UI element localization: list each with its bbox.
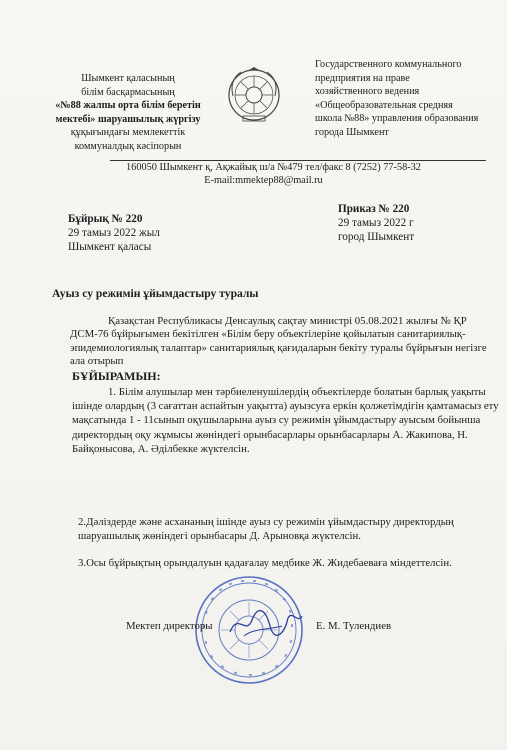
order-city: город Шымкент [338,231,415,243]
signature-name: Е. М. Тулендиев [316,620,392,632]
order-item-2: 2.Дәліздерде және асхананың ішінде ауыз су режимін ұйымдастыру директордың шаруашылық жөніндегі орынбасары Д. Арыновқа жүктелсін. [78,516,454,543]
document-title: Ауыз су режимін ұйымдастыру туралы [52,287,259,300]
order-number-russian [338,202,414,244]
right-header-line: «Общеобразовательная средняя [315,99,453,111]
address-block [0,161,507,187]
order-date: 29 тамыз 2022 жыл [68,227,160,239]
intro-paragraph [70,315,502,369]
left-header-line: коммуналдық кәсіпорын [74,140,182,152]
right-header-line: Государственного коммунального [315,59,462,70]
order-item-text: 1. Білім алушылар мен тәрбиеленушілердің объектілерде болатын барлық уақыты ішінде олардың (3 сағаттан аспайтын уақытта) ауызсуға еркін қолжетімдігін қамтамасыз ету мақсатында 1 - 11сынып оқушыларына ауыз су режимін ұйымдастыру ауысым бойынша директордың оқу жұмысы жөніндегі орынбасарлары орынбасарлары А. Жакипова, Н. Байқонысова, А. Әділбекке жүктелсін. [72,386,499,455]
right-header-line: города Шымкент [315,126,389,138]
director-signature-icon [226,606,306,642]
order-number: Бұйрық № 220 [68,213,143,225]
intro-text: Қазақстан Республикасы Денсаулық сақтау министрі 05.08.2021 жылғы № ҚР ДСМ-76 бұйрығымен бекітілген «Білім беру объектілеріне қойылатын санитариялық-эпидемиологиялық талаптар» санитариялық қағидаларын бекіту туралы бұйрығын негізге ала отырып [70,315,487,368]
left-header-line: «№88 жалпы орта білім беретін [55,100,201,112]
order-number: Приказ № 220 [338,203,410,215]
decree-heading: БҰЙЫРАМЫН: [72,369,161,383]
order-city: Шымкент қаласы [68,241,152,253]
right-header-organization [315,58,485,140]
left-header-organization [28,72,228,154]
order-item-3: 3.Осы бұйрықтың орындалуын қадағалау медбике Ж. Жидебаеваға міндеттелсін. [78,557,452,569]
left-header-line: білім басқармасының [81,86,175,98]
order-date: 29 тамыз 2022 г [338,217,414,229]
right-header-line: предприятия на праве [315,72,410,84]
right-header-line: хозяйственного ведения [315,86,420,98]
signature-position: Мектеп директоры [126,620,213,632]
address-line: 160050 Шымкент қ, Ақжайық ш/а №479 тел/факс 8 (7252) 77-58-32 [126,162,421,173]
left-header-line: құқығындағы мемлекеттік [70,127,186,139]
left-header-line: мектебі» шаруашылық жүргізу [55,113,201,125]
left-header-line: Шымкент қаласының [81,73,175,84]
right-header-line: школа №88» управления образования [315,113,479,125]
email-line: E-mail:mmektep88@mail.ru [204,175,323,186]
order-number-kazakh [68,212,160,254]
order-item-1 [72,385,502,456]
kazakhstan-emblem-icon [227,66,281,124]
